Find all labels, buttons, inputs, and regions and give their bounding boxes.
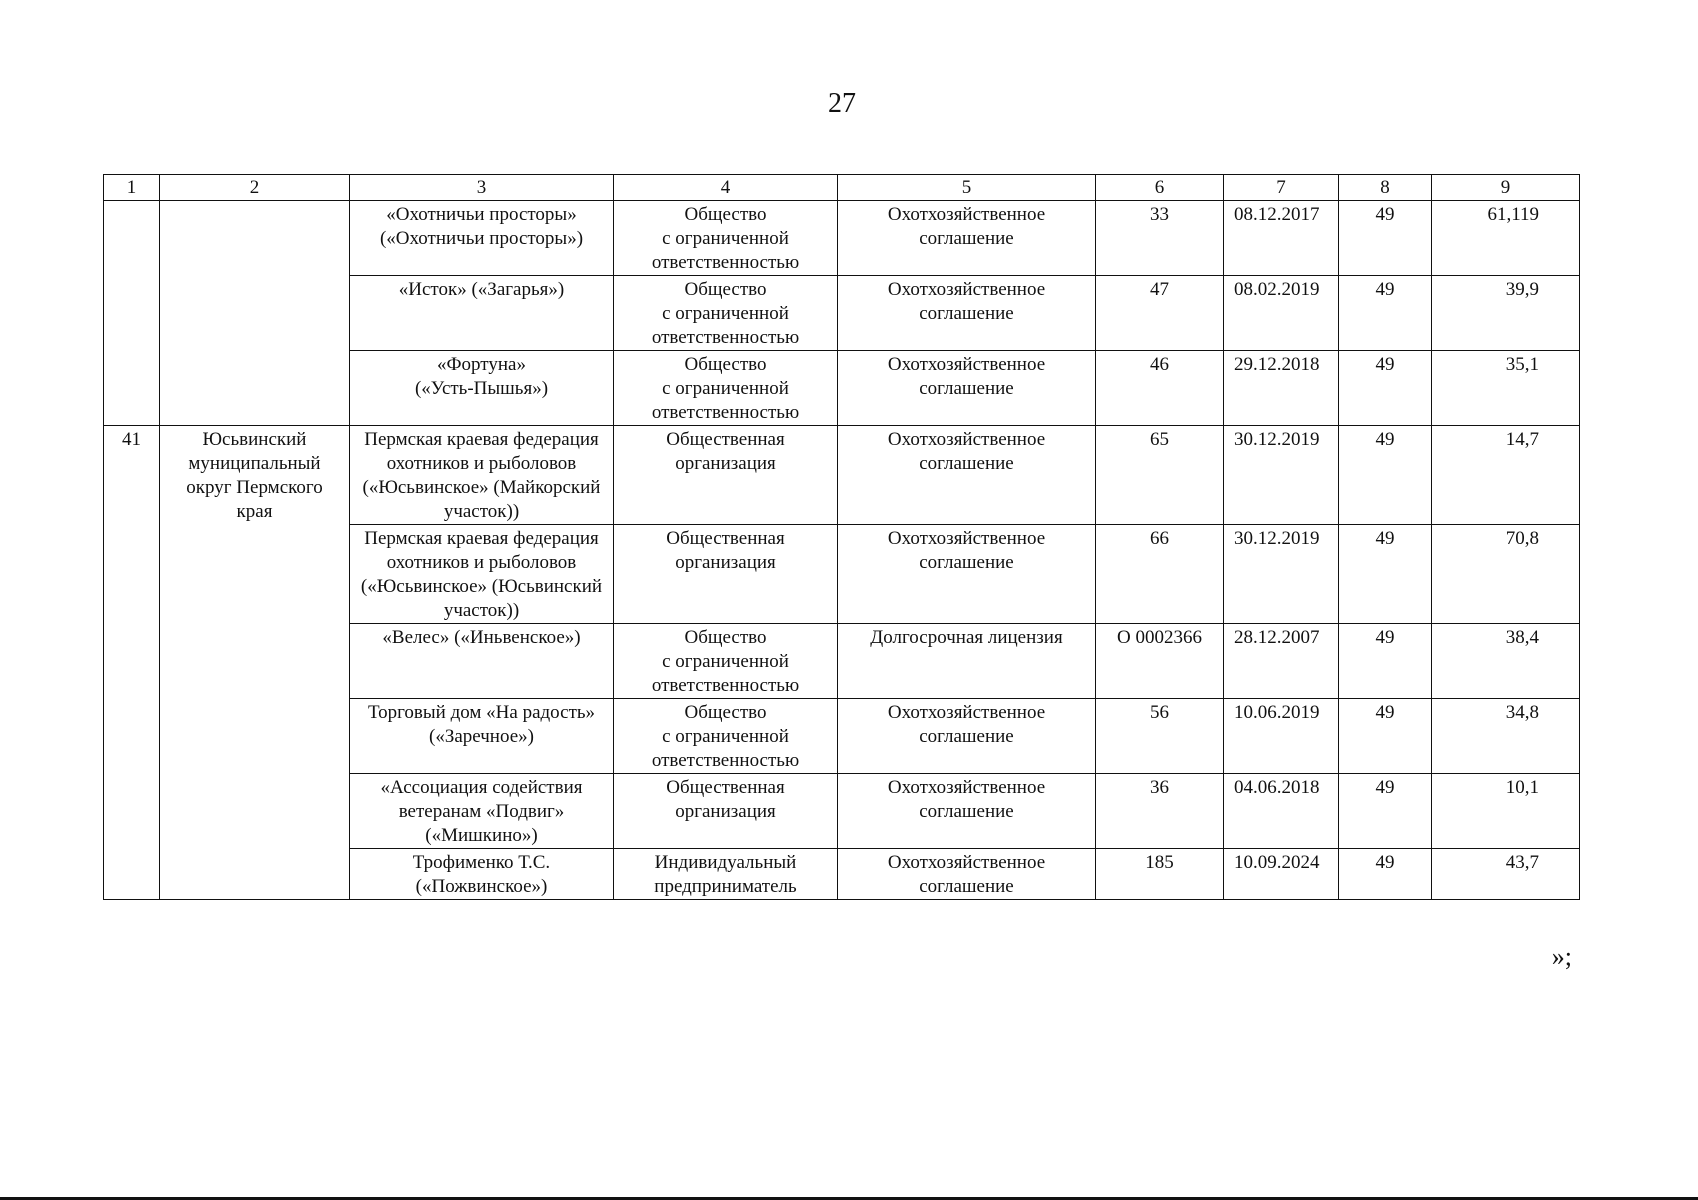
user-name-cell-line: «Велес» («Иньвенское») — [382, 627, 581, 648]
user-name-cell-line: («Усть-Пышья») — [414, 378, 549, 399]
user-name-cell — [350, 849, 614, 900]
term-cell: 49 — [1339, 849, 1432, 900]
term-cell: 49 — [1339, 276, 1432, 351]
document-date-cell: 28.12.2007 — [1224, 624, 1339, 699]
document-date-cell: 30.12.2019 — [1224, 426, 1339, 525]
user-name-cell — [350, 426, 614, 525]
document-type-cell-line: Охотхозяйственное — [887, 528, 1046, 549]
document-number-cell: 66 — [1096, 525, 1224, 624]
org-form-cell-line: ответственностью — [651, 675, 800, 696]
document-date-cell: 10.06.2019 — [1224, 699, 1339, 774]
term-cell: 49 — [1339, 426, 1432, 525]
org-form-cell-line: с ограниченной — [662, 303, 789, 324]
document-number-cell: 33 — [1096, 201, 1224, 276]
org-form-cell-line: Общество — [684, 702, 767, 723]
district-cell — [160, 426, 350, 900]
org-form-cell-line: предприниматель — [654, 876, 797, 897]
org-form-cell-line: организация — [675, 552, 776, 573]
col-number-8: 8 — [1339, 175, 1432, 201]
user-name-cell — [350, 699, 614, 774]
user-name-cell-line: Пермская краевая федерация — [364, 429, 599, 450]
document-date-cell: 10.09.2024 — [1224, 849, 1339, 900]
document-type-cell-line: соглашение — [919, 801, 1014, 822]
org-form-cell-line: с ограниченной — [662, 378, 789, 399]
district-cell-line: Юсьвинский — [202, 429, 307, 450]
col-number-7: 7 — [1224, 175, 1339, 201]
term-cell: 49 — [1339, 201, 1432, 276]
document-type-cell-line: Охотхозяйственное — [887, 354, 1046, 375]
district-cell — [160, 201, 350, 426]
term-cell: 49 — [1339, 525, 1432, 624]
org-form-cell-line: ответственностью — [651, 327, 800, 348]
table-row — [104, 201, 1580, 276]
org-form-cell — [614, 525, 838, 624]
document-type-cell-line: соглашение — [919, 876, 1014, 897]
user-name-cell-line: участок)) — [443, 501, 520, 522]
user-name-cell-line: («Заречное») — [429, 726, 534, 747]
document-type-cell-line: Охотхозяйственное — [887, 279, 1046, 300]
document-type-cell — [838, 624, 1096, 699]
org-form-cell-line: ответственностью — [651, 252, 800, 273]
document-number-cell: 56 — [1096, 699, 1224, 774]
org-form-cell — [614, 624, 838, 699]
area-cell: 10,1 — [1432, 774, 1580, 849]
user-name-cell-line: «Охотничьи просторы» — [386, 204, 577, 225]
term-cell: 49 — [1339, 351, 1432, 426]
org-form-cell-line: с ограниченной — [662, 228, 789, 249]
user-name-cell-line: участок)) — [443, 600, 520, 621]
document-type-cell — [838, 849, 1096, 900]
area-cell: 61,119 — [1432, 201, 1580, 276]
user-name-cell-line: ветеранам «Подвиг» — [398, 801, 565, 822]
user-name-cell-line: («Мишкино») — [425, 825, 538, 846]
document-type-cell — [838, 699, 1096, 774]
document-date-cell: 08.02.2019 — [1224, 276, 1339, 351]
org-form-cell-line: Общество — [684, 354, 767, 375]
document-type-cell-line: соглашение — [919, 726, 1014, 747]
document-number-cell: 185 — [1096, 849, 1224, 900]
org-form-cell-line: Общественная — [666, 528, 785, 549]
column-number-row — [104, 175, 1580, 201]
document-type-cell-line: Охотхозяйственное — [887, 204, 1046, 225]
document-type-cell-line: Охотхозяйственное — [887, 702, 1046, 723]
row-number-cell: 41 — [104, 426, 160, 900]
user-name-cell-line: Трофименко Т.С. — [412, 852, 551, 873]
document-type-cell — [838, 525, 1096, 624]
org-form-cell — [614, 426, 838, 525]
user-name-cell-line: охотников и рыболовов — [386, 552, 577, 573]
area-cell: 70,8 — [1432, 525, 1580, 624]
hunting-grounds-table — [103, 174, 1580, 900]
term-cell: 49 — [1339, 624, 1432, 699]
document-number-cell: 36 — [1096, 774, 1224, 849]
org-form-cell-line: ответственностью — [651, 402, 800, 423]
area-cell: 43,7 — [1432, 849, 1580, 900]
col-number-5: 5 — [838, 175, 1096, 201]
user-name-cell-line: Пермская краевая федерация — [364, 528, 599, 549]
row-number-cell — [104, 201, 160, 426]
term-cell: 49 — [1339, 699, 1432, 774]
org-form-cell — [614, 774, 838, 849]
user-name-cell-line: «Исток» («Загарья») — [398, 279, 565, 300]
document-number-cell: 46 — [1096, 351, 1224, 426]
document-type-cell — [838, 351, 1096, 426]
col-number-4: 4 — [614, 175, 838, 201]
org-form-cell-line: Общество — [684, 627, 767, 648]
col-number-2: 2 — [160, 175, 350, 201]
org-form-cell-line: с ограниченной — [662, 651, 789, 672]
document-number-cell: 65 — [1096, 426, 1224, 525]
area-cell: 34,8 — [1432, 699, 1580, 774]
user-name-cell-line: («Юсьвинское» (Майкорский — [362, 477, 601, 498]
user-name-cell — [350, 774, 614, 849]
document-date-cell: 29.12.2018 — [1224, 351, 1339, 426]
document-type-cell — [838, 201, 1096, 276]
district-cell-line: муниципальный — [188, 453, 321, 474]
org-form-cell — [614, 276, 838, 351]
user-name-cell — [350, 624, 614, 699]
document-type-cell-line: соглашение — [919, 378, 1014, 399]
user-name-cell — [350, 201, 614, 276]
document-type-cell-line: соглашение — [919, 552, 1014, 573]
term-cell: 49 — [1339, 774, 1432, 849]
document-type-cell — [838, 774, 1096, 849]
org-form-cell — [614, 351, 838, 426]
closing-quote-mark: »; — [1551, 942, 1572, 971]
document-type-cell — [838, 276, 1096, 351]
org-form-cell-line: ответственностью — [651, 750, 800, 771]
org-form-cell — [614, 699, 838, 774]
user-name-cell-line: «Ассоциация содействия — [380, 777, 583, 798]
user-name-cell-line: «Фортуна» — [437, 354, 526, 375]
col-number-6: 6 — [1096, 175, 1224, 201]
document-date-cell: 08.12.2017 — [1224, 201, 1339, 276]
col-number-3: 3 — [350, 175, 614, 201]
org-form-cell — [614, 201, 838, 276]
document-type-cell-line: соглашение — [919, 453, 1014, 474]
org-form-cell-line: Общественная — [666, 429, 785, 450]
user-name-cell-line: («Пожвинское») — [415, 876, 548, 897]
col-number-9: 9 — [1432, 175, 1580, 201]
document-type-cell-line: соглашение — [919, 303, 1014, 324]
org-form-cell-line: Индивидуальный — [654, 852, 797, 873]
user-name-cell-line: Торговый дом «На радость» — [367, 702, 596, 723]
user-name-cell — [350, 525, 614, 624]
area-cell: 39,9 — [1432, 276, 1580, 351]
document-date-cell: 30.12.2019 — [1224, 525, 1339, 624]
user-name-cell — [350, 351, 614, 426]
org-form-cell-line: Общественная — [666, 777, 785, 798]
col-number-1: 1 — [104, 175, 160, 201]
district-cell-line: округ Пермского — [186, 477, 323, 498]
org-form-cell-line: с ограниченной — [662, 726, 789, 747]
document-number-cell: 47 — [1096, 276, 1224, 351]
user-name-cell-line: охотников и рыболовов — [386, 453, 577, 474]
table-row — [104, 426, 1580, 525]
document-date-cell: 04.06.2018 — [1224, 774, 1339, 849]
document-type-cell-line: Охотхозяйственное — [887, 777, 1046, 798]
org-form-cell-line: Общество — [684, 279, 767, 300]
user-name-cell-line: («Юсьвинское» (Юсьвинский — [360, 576, 603, 597]
document-number-cell: О 0002366 — [1096, 624, 1224, 699]
area-cell: 35,1 — [1432, 351, 1580, 426]
user-name-cell-line: («Охотничьи просторы») — [379, 228, 584, 249]
area-cell: 38,4 — [1432, 624, 1580, 699]
org-form-cell-line: организация — [675, 801, 776, 822]
document-type-cell-line: Охотхозяйственное — [887, 852, 1046, 873]
document-type-cell-line: Охотхозяйственное — [887, 429, 1046, 450]
document-type-cell — [838, 426, 1096, 525]
user-name-cell — [350, 276, 614, 351]
org-form-cell-line: Общество — [684, 204, 767, 225]
document-type-cell-line: соглашение — [919, 228, 1014, 249]
area-cell: 14,7 — [1432, 426, 1580, 525]
org-form-cell-line: организация — [675, 453, 776, 474]
district-cell-line: края — [236, 501, 273, 522]
org-form-cell — [614, 849, 838, 900]
document-type-cell-line: Долгосрочная лицензия — [870, 627, 1063, 648]
page-number: 27 — [828, 88, 856, 119]
